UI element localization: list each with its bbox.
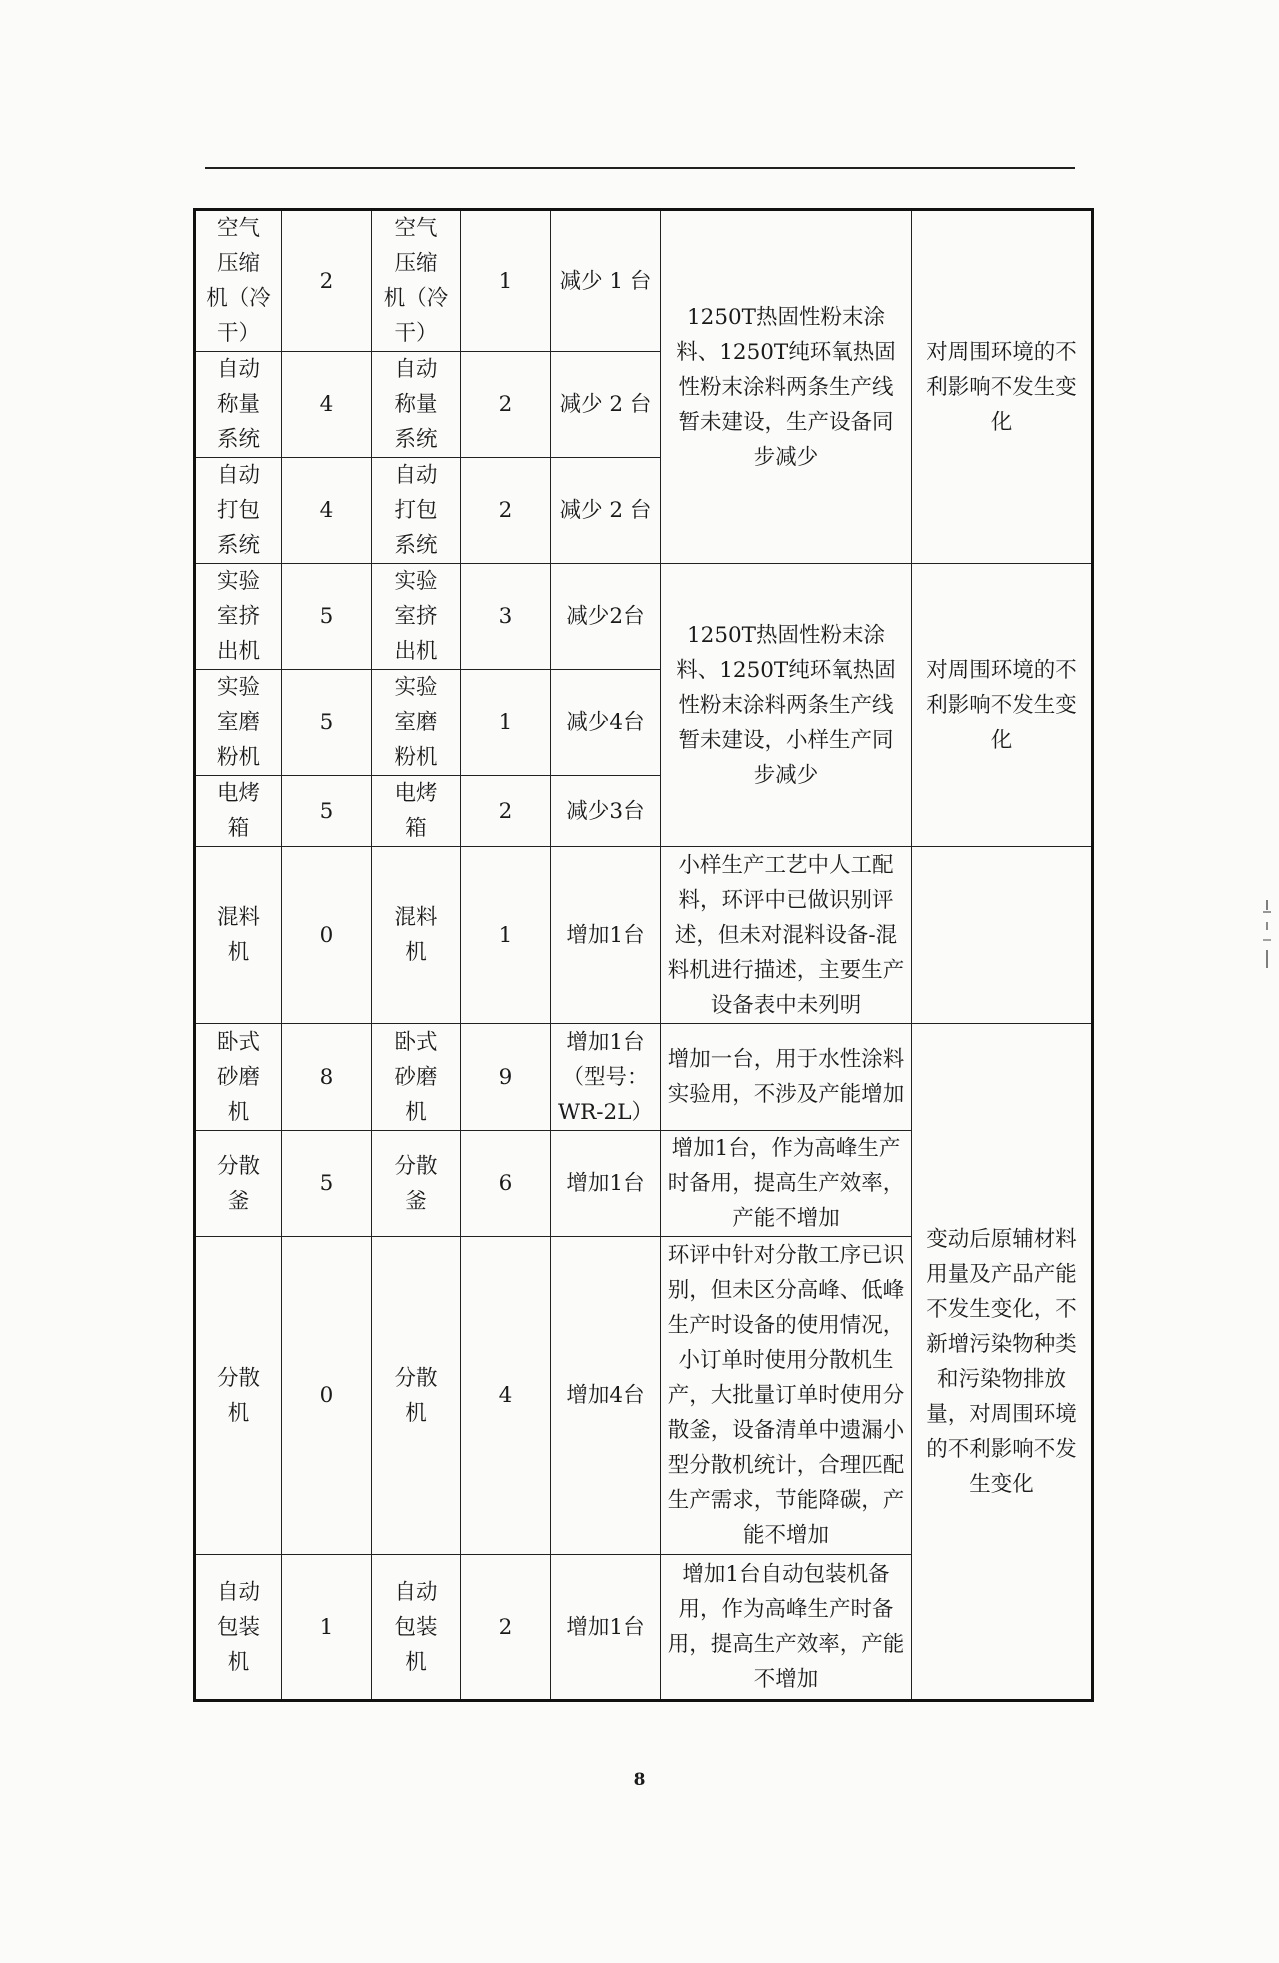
margin-mark-icon <box>1262 900 1272 968</box>
after-name-cell: 实验 室挤 出机 <box>372 564 461 670</box>
page-number: 8 <box>633 1770 646 1790</box>
change-cell: 减少 2 台 <box>551 458 661 564</box>
reason-cell: 1250T热固性粉末涂料、1250T纯环氧热固性粉末涂料两条生产线暂未建设，生产设备同步减少 <box>661 210 912 564</box>
change-cell: 减少2台 <box>551 564 661 670</box>
before-qty-cell: 2 <box>282 210 372 352</box>
before-name-cell: 卧式 砂磨 机 <box>195 1024 282 1131</box>
after-name-cell: 空气 压缩 机（冷 干） <box>372 210 461 352</box>
table-row <box>195 210 1093 352</box>
before-name-cell: 混料 机 <box>195 847 282 1024</box>
after-qty-cell: 3 <box>461 564 551 670</box>
after-qty-cell: 1 <box>461 847 551 1024</box>
table-row <box>195 1024 1093 1131</box>
after-qty-cell: 2 <box>461 776 551 847</box>
change-cell: 减少4台 <box>551 670 661 776</box>
after-qty-cell: 1 <box>461 210 551 352</box>
before-qty-cell: 0 <box>282 1237 372 1555</box>
before-name-cell: 空气 压缩 机（冷 干） <box>195 210 282 352</box>
change-cell: 增加1台 <box>551 1555 661 1701</box>
impact-cell: 变动后原辅材料用量及产品产能不发生变化，不新增污染物种类和污染物排放量，对周围环境的不利影响不发生变化 <box>912 1024 1093 1701</box>
before-name-cell: 分散 机 <box>195 1237 282 1555</box>
before-qty-cell: 5 <box>282 776 372 847</box>
change-cell: 增加1台 （型号： WR-2L） <box>551 1024 661 1131</box>
before-name-cell: 自动 包装 机 <box>195 1555 282 1701</box>
before-name-cell: 实验 室挤 出机 <box>195 564 282 670</box>
reason-cell: 增加1台，作为高峰生产时备用，提高生产效率，产能不增加 <box>661 1131 912 1237</box>
reason-cell: 小样生产工艺中人工配料，环评中已做识别评述，但未对混料设备-混料机进行描述，主要生产设备表中未列明 <box>661 847 912 1024</box>
after-name-cell: 自动 包装 机 <box>372 1555 461 1701</box>
after-name-cell: 自动 称量 系统 <box>372 352 461 458</box>
after-name-cell: 实验 室磨 粉机 <box>372 670 461 776</box>
before-qty-cell: 5 <box>282 1131 372 1237</box>
after-qty-cell: 2 <box>461 1555 551 1701</box>
impact-cell-empty <box>912 847 1093 1024</box>
after-qty-cell: 6 <box>461 1131 551 1237</box>
before-name-cell: 分散 釜 <box>195 1131 282 1237</box>
after-name-cell: 电烤 箱 <box>372 776 461 847</box>
reason-cell: 1250T热固性粉末涂料、1250T纯环氧热固性粉末涂料两条生产线暂未建设，小样生产同步减少 <box>661 564 912 847</box>
reason-cell: 增加一台，用于水性涂料实验用，不涉及产能增加 <box>661 1024 912 1131</box>
impact-cell: 对周围环境的不利影响不发生变化 <box>912 564 1093 847</box>
header-rule <box>205 167 1075 169</box>
after-name-cell: 分散 釜 <box>372 1131 461 1237</box>
before-name-cell: 电烤 箱 <box>195 776 282 847</box>
after-qty-cell: 9 <box>461 1024 551 1131</box>
change-cell: 增加4台 <box>551 1237 661 1555</box>
before-name-cell: 实验 室磨 粉机 <box>195 670 282 776</box>
reason-cell: 环评中针对分散工序已识别，但未区分高峰、低峰生产时设备的使用情况，小订单时使用分散机生产，大批量订单时使用分散釜，设备清单中遗漏小型分散机统计，合理匹配生产需求，节能降碳，产能不增加 <box>661 1237 912 1555</box>
before-qty-cell: 4 <box>282 458 372 564</box>
impact-cell: 对周围环境的不利影响不发生变化 <box>912 210 1093 564</box>
before-name-cell: 自动 打包 系统 <box>195 458 282 564</box>
after-qty-cell: 4 <box>461 1237 551 1555</box>
change-cell: 增加1台 <box>551 1131 661 1237</box>
after-qty-cell: 1 <box>461 670 551 776</box>
before-qty-cell: 4 <box>282 352 372 458</box>
reason-cell: 增加1台自动包装机备用，作为高峰生产时备用，提高生产效率，产能不增加 <box>661 1555 912 1701</box>
change-cell: 增加1台 <box>551 847 661 1024</box>
before-qty-cell: 5 <box>282 564 372 670</box>
after-name-cell: 分散 机 <box>372 1237 461 1555</box>
before-qty-cell: 0 <box>282 847 372 1024</box>
before-qty-cell: 5 <box>282 670 372 776</box>
table-row <box>195 564 1093 670</box>
change-cell: 减少3台 <box>551 776 661 847</box>
after-qty-cell: 2 <box>461 458 551 564</box>
change-cell: 减少 2 台 <box>551 352 661 458</box>
after-name-cell: 卧式 砂磨 机 <box>372 1024 461 1131</box>
after-name-cell: 自动 打包 系统 <box>372 458 461 564</box>
table-row <box>195 847 1093 1024</box>
before-name-cell: 自动 称量 系统 <box>195 352 282 458</box>
before-qty-cell: 8 <box>282 1024 372 1131</box>
before-qty-cell: 1 <box>282 1555 372 1701</box>
after-name-cell: 混料 机 <box>372 847 461 1024</box>
change-cell: 减少 1 台 <box>551 210 661 352</box>
equipment-change-table <box>193 208 1094 1702</box>
after-qty-cell: 2 <box>461 352 551 458</box>
